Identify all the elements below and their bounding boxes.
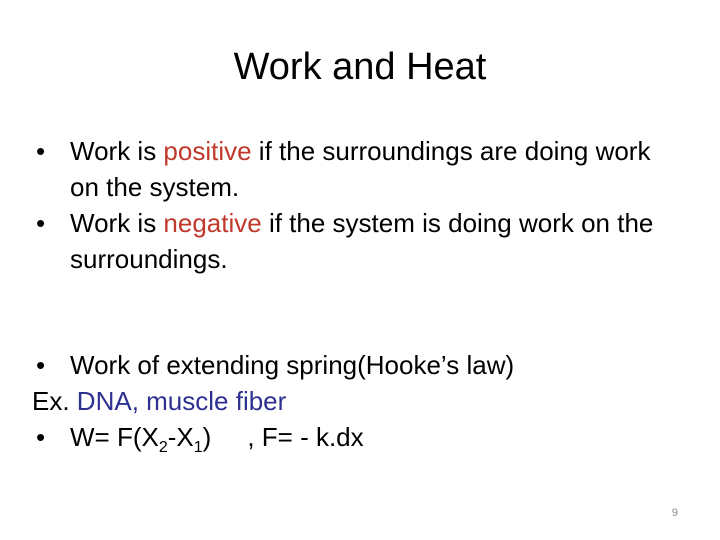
formula-part2: -X (167, 422, 194, 452)
slide-title: Work and Heat (233, 46, 487, 88)
bullet-dot-icon: • (36, 422, 46, 452)
bullet-text-suffix: if the surroundings are doing work on the system. (70, 136, 651, 202)
bullet-list-top (36, 133, 686, 277)
example-label: Ex. (32, 386, 77, 416)
formula-part1: W= F(X (70, 422, 159, 452)
bullet-positive-work (36, 133, 686, 205)
formula-part4: , F= - k.dx (247, 422, 364, 452)
example-line (32, 383, 686, 419)
page-number: 9 (671, 507, 678, 519)
bullet-formula (36, 419, 686, 455)
bullet-list-bottom (32, 347, 686, 456)
bullet-negative-work (36, 205, 686, 277)
bullet-text-prefix: Work is (70, 136, 164, 166)
highlight-negative: negative (163, 208, 262, 238)
bullet-dot-icon: • (36, 350, 46, 380)
formula-sub2: 1 (193, 439, 203, 456)
bullet-text-suffix: if the system is doing work on the surroundings. (70, 208, 654, 274)
formula-part3: ) (202, 422, 212, 452)
bullet-hookes-law (36, 347, 686, 383)
bullet-dot-icon: • (36, 136, 46, 166)
formula-sub1: 2 (158, 439, 168, 456)
highlight-positive: positive (163, 136, 252, 166)
bullet-text: Work of extending spring(Hooke’s law) (70, 350, 515, 380)
example-value: DNA, muscle fiber (76, 386, 287, 416)
bullet-text-prefix: Work is (70, 208, 164, 238)
bullet-dot-icon: • (36, 208, 46, 238)
